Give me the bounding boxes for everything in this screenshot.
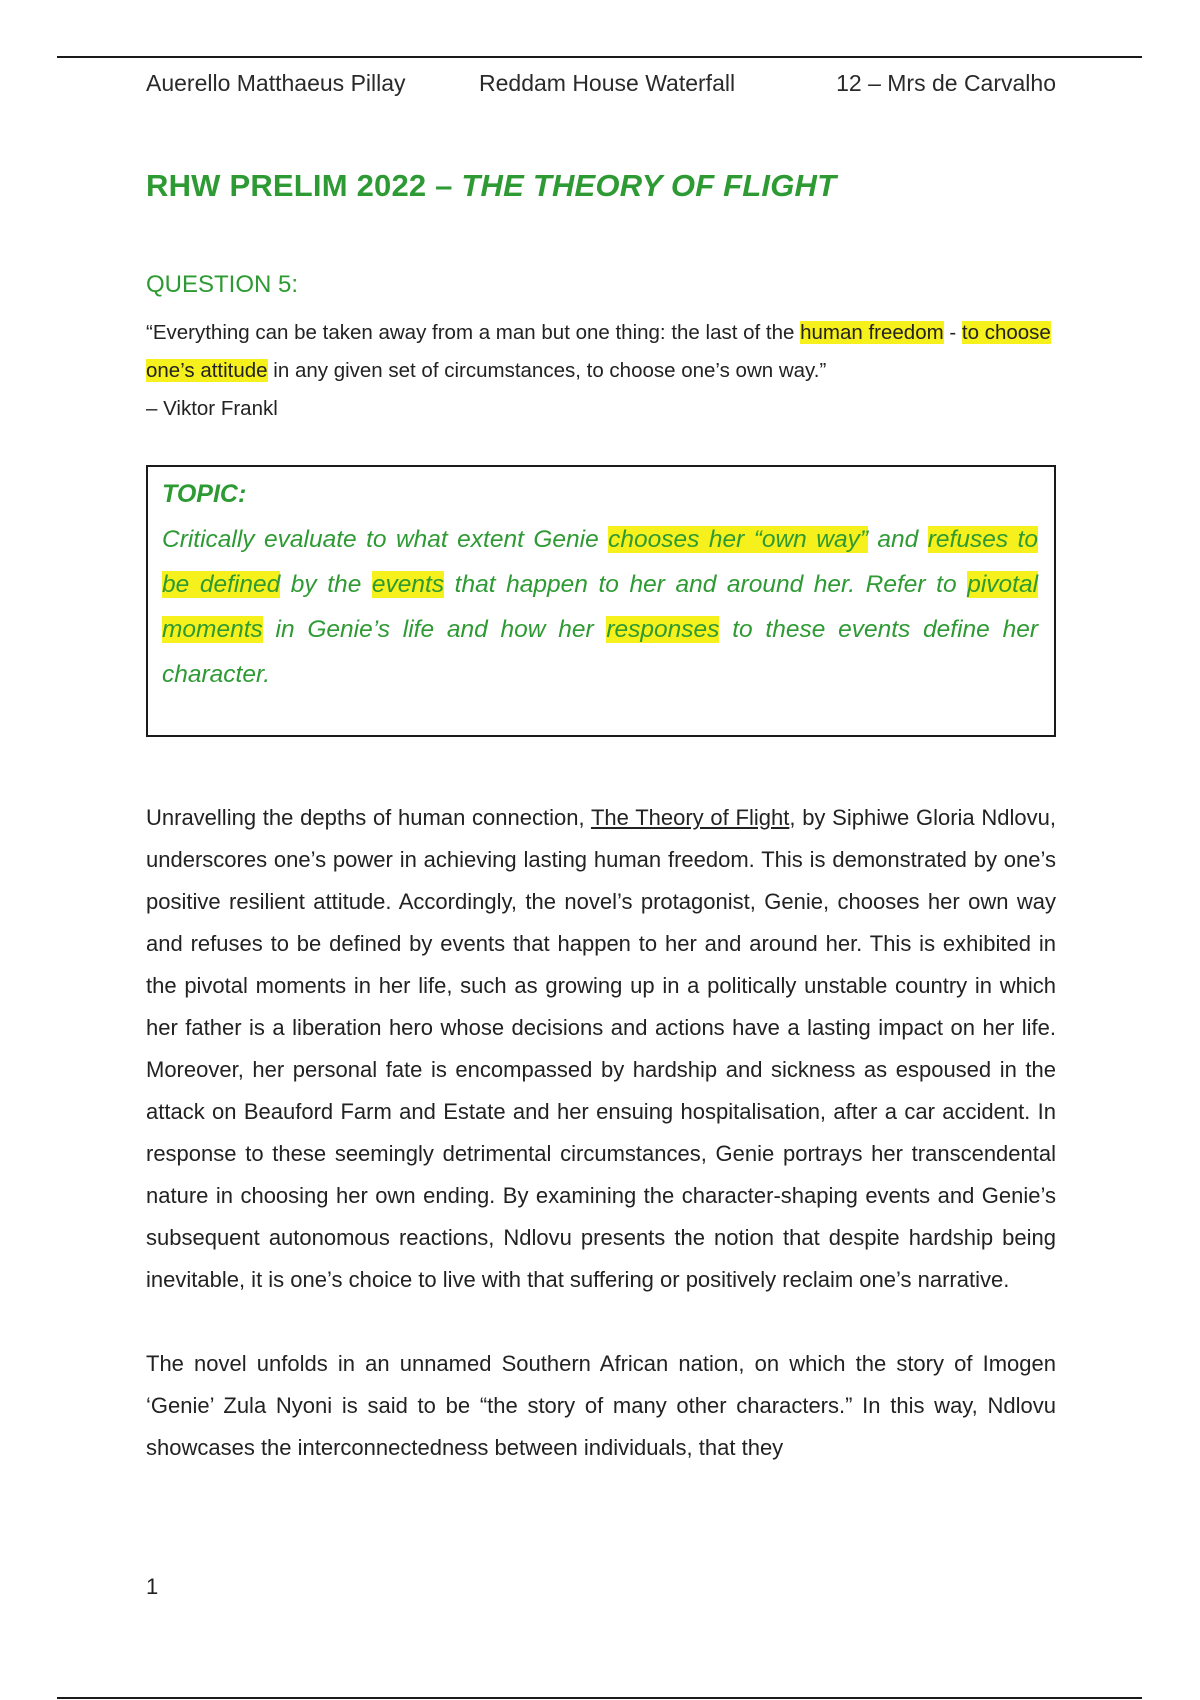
essay-segment: , by Siphiwe Gloria Ndlovu, underscores one’s power in achieving lasting human freedom. This is demonstrated by one’s positive resilient attitude. Accordingly, the novel’s protagonist, Genie, chooses her own way and refuses to be defined by events that happen to her and around her. This is exhibited in the pivotal moments in her life, such as growing up in a politically unstable country in which her father is a liberation hero whose decisions and actions have a lasting impact on her life. Moreover, her personal fate is encompassed by hardship and sickness as espoused in the attack on Beauford Farm and Estate and her ensuing hospitalisation, after a car accident. In response to these seemingly detrimental circumstances, Genie portrays her transcendental nature in choosing her own ending. By examining the character-shaping events and Genie’s subsequent autonomous reactions, Ndlovu presents the notion that despite hardship being inevitable, it is one’s choice to live with that suffering or positively reclaim one’s narrative.	[146, 805, 1056, 1292]
essay-paragraph-2: The novel unfolds in an unnamed Southern African nation, on which the story of Imogen ‘Genie’ Zula Nyoni is said to be “the story of many other characters.” In this way, Ndlovu showcases the interconnectedness between individuals, that they	[146, 1351, 1056, 1460]
quote-text	[146, 314, 1056, 390]
header-school: Reddam House Waterfall	[479, 70, 736, 96]
question-quote	[146, 314, 1056, 428]
header-rule	[57, 56, 1142, 58]
topic-box	[146, 465, 1056, 737]
quote-segment: -	[943, 321, 962, 344]
topic-label: TOPIC:	[162, 480, 247, 508]
title-prefix: RHW PRELIM 2022 –	[146, 168, 462, 203]
topic-highlight: pivotal moments	[162, 571, 1039, 643]
topic-text	[162, 517, 1038, 697]
quote-segment: in any given set of circumstances, to choose one’s own way.”	[267, 359, 827, 382]
page-number: 1	[146, 1574, 159, 1599]
topic-highlight: events	[371, 571, 445, 598]
topic-highlight: responses	[606, 616, 720, 643]
header-author: Auerello Matthaeus Pillay	[146, 70, 406, 96]
header-class: 12 – Mrs de Carvalho	[836, 70, 1056, 96]
topic-segment: by the	[280, 571, 372, 598]
topic-segment: to these events define her character.	[162, 616, 1038, 688]
essay-paragraph-1	[146, 797, 1056, 1301]
question-label: QUESTION 5:	[146, 271, 299, 298]
topic-highlight: refuses to be defined	[162, 526, 1038, 598]
essay-segment: Unravelling the depths of human connection,	[146, 805, 591, 830]
topic-segment: in Genie’s life and how her	[262, 616, 607, 643]
document-title	[146, 168, 836, 204]
topic-highlight: chooses her “own way”	[608, 526, 868, 553]
footer-rule	[57, 1697, 1142, 1699]
quote-segment: “Everything can be taken away from a man but one thing: the last of the	[146, 321, 801, 344]
topic-segment: that happen to her and around her. Refer to	[444, 571, 968, 598]
page-header	[146, 70, 1056, 102]
quote-attribution: – Viktor Frankl	[146, 397, 278, 420]
topic-segment: Critically evaluate to what extent Genie	[162, 526, 609, 553]
quote-highlight: human freedom	[800, 321, 944, 344]
essay-book-title: The Theory of Flight	[590, 805, 790, 830]
quote-highlight: to choose one’s attitude	[146, 321, 1051, 382]
essay-body	[146, 797, 1056, 1511]
title-book: THE THEORY OF FLIGHT	[461, 168, 837, 203]
topic-segment: and	[867, 526, 928, 553]
